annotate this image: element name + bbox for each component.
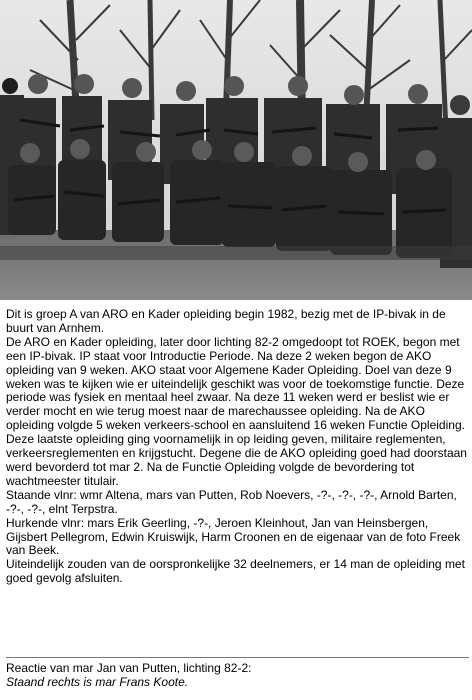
caption-paragraph: Staande vlnr: wmr Altena, mars van Putten, Rob Noevers, -?-, -?-, -?-, Arnold Barten, -?-, -?-, elnt Terpstra.	[6, 487, 457, 516]
reaction-heading: Reactie van mar Jan van Putten, lichting 82-2:	[6, 661, 252, 675]
photo-caption	[6, 308, 470, 586]
caption-paragraph: Uiteindelijk zouden van de oorspronkelijke 32 deelnemers, er 14 man de opleiding met goed gevolg afsluiten.	[6, 557, 465, 586]
caption-paragraph: Hurkende vlnr: mars Erik Geerling, -?-, Jeroen Kleinhout, Jan van Heinsbergen, Gijsbert Pellegrom, Edwin Kruiswijk, Harm Croonen en de eigenaar van de foto Freek van Beek.	[6, 515, 461, 558]
group-photo	[0, 0, 472, 300]
section-divider	[6, 657, 469, 658]
caption-paragraph: Dit is groep A van ARO en Kader opleiding begin 1982, bezig met de IP-bivak in de buurt van Arnhem.	[6, 307, 446, 335]
reaction-block	[6, 661, 470, 689]
reaction-text: Staand rechts is mar Frans Koote.	[6, 675, 189, 689]
caption-paragraph: De ARO en Kader opleiding, later door lichting 82-2 omgedoopt tot ROEK, begon met een IP-bivak. IP staat voor Introductie Periode. Na deze 2 weken begon de AKO opleiding van 9 weken. AKO staat voor Algemene Kader Opleiding. Doel van deze 9 weken was te kijken wie er uiteindelijk geschikt was voor de toekomstige functie. Deze periode was fysiek en mentaal heel zwaar. Na deze 11 weken werd er beslist wie er verder mocht en wie terug moest naar de marechaussee opleiding. Na de AKO opleiding volgde 5 weken verkeers-school en aansluitend 16 weken Functie Opleiding. Deze laatste opleiding ging voornamelijk in op leiding geven, militaire reglementen, verkeersreglementen en krijgstucht. Degene die de AKO opleiding goed had doorstaan werd bevorderd tot mar 2. Na de Functie Opleiding volgde de bevordering tot wachtmeester titulair.	[6, 334, 467, 488]
